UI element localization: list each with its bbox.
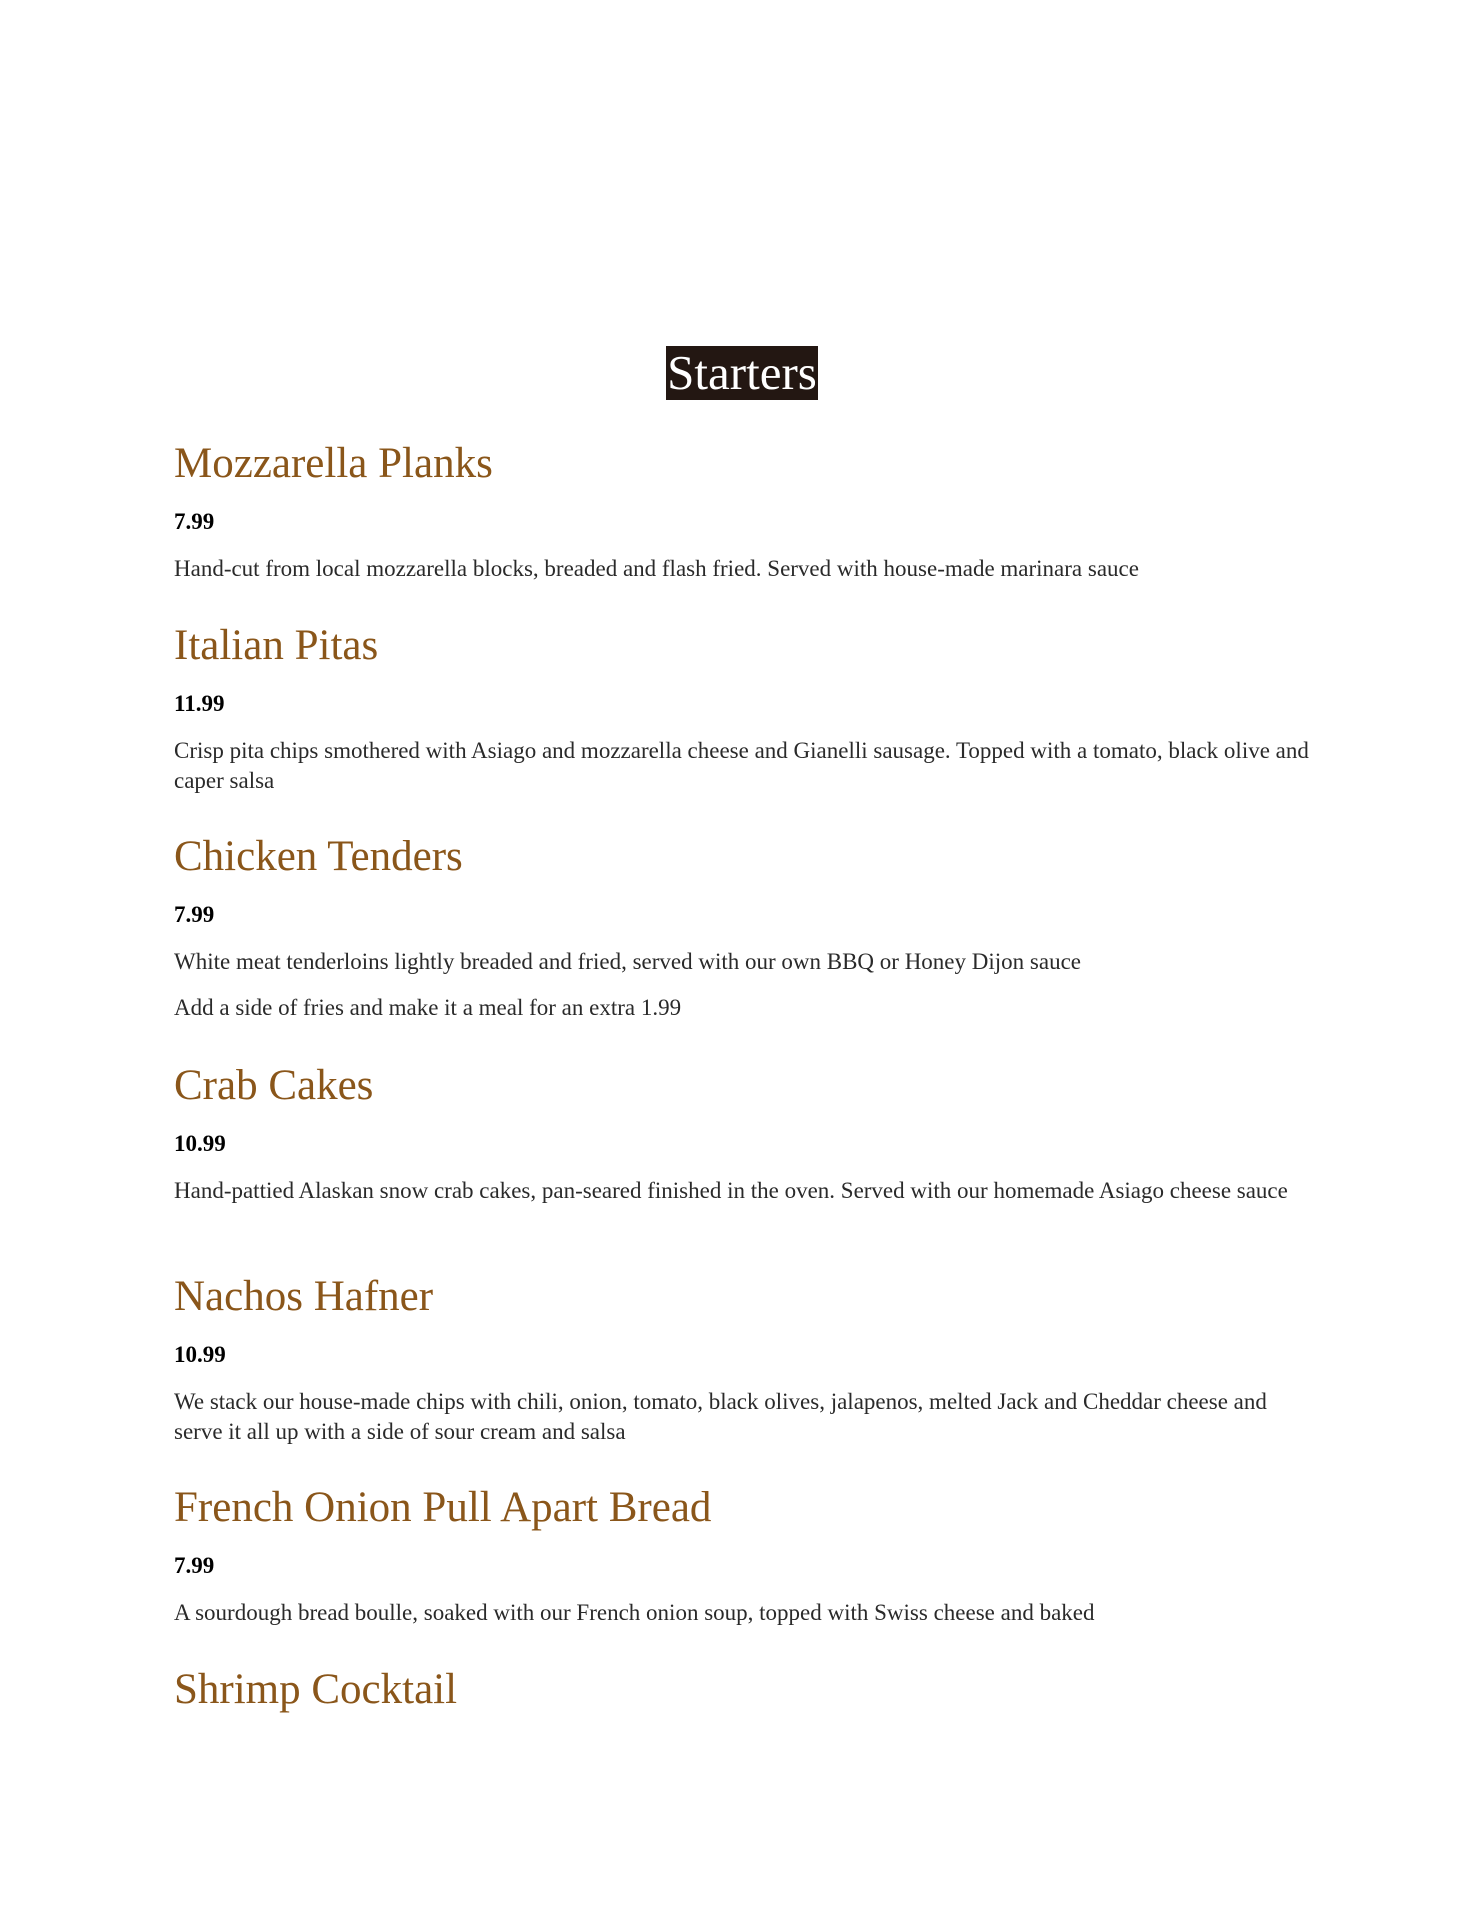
item-description: Hand-pattied Alaskan snow crab cakes, pan-seared finished in the oven. Served with our homemade Asiago cheese sauce [174,1178,1288,1203]
menu-item-mozzarella-planks [174,440,1314,584]
item-name: Crab Cakes [174,1062,374,1109]
item-description: Hand-cut from local mozzarella blocks, breaded and flash fried. Served with house-made marinara sauce [174,556,1139,581]
item-price: 11.99 [174,691,225,716]
item-name: Shrimp Cocktail [174,1666,458,1713]
item-price: 7.99 [174,1553,215,1578]
item-name: French Onion Pull Apart Bread [174,1484,712,1531]
menu-item-nachos-hafner [174,1273,1314,1447]
item-name: Mozzarella Planks [174,440,493,487]
item-price: 7.99 [174,902,215,927]
item-name: Nachos Hafner [174,1273,434,1320]
menu-item-french-onion-pull-apart-bread [174,1484,1314,1628]
menu-item-italian-pitas [174,622,1314,796]
menu-item-shrimp-cocktail [174,1666,1314,1714]
menu-item-chicken-tenders [174,833,1314,1023]
item-description: Crisp pita chips smothered with Asiago and mozzarella cheese and Gianelli sausage. Topped with a tomato, black olive and caper salsa [174,738,1309,793]
item-description: We stack our house-made chips with chili, onion, tomato, black olives, jalapenos, melted Jack and Cheddar cheese and serve it all up with a side of sour cream and salsa [174,1389,1267,1444]
section-header [0,346,1484,400]
item-price: 10.99 [174,1131,226,1156]
menu-item-crab-cakes [174,1062,1314,1206]
item-description: A sourdough bread boulle, soaked with our French onion soup, topped with Swiss cheese and baked [174,1600,1095,1625]
section-title: Starters [667,345,817,400]
item-name: Italian Pitas [174,622,379,669]
item-price: 7.99 [174,509,215,534]
item-description: White meat tenderloins lightly breaded and fried, served with our own BBQ or Honey Dijon sauce [174,949,1081,974]
item-price: 10.99 [174,1342,226,1367]
item-note: Add a side of fries and make it a meal for an extra 1.99 [174,995,682,1020]
item-name: Chicken Tenders [174,833,463,880]
